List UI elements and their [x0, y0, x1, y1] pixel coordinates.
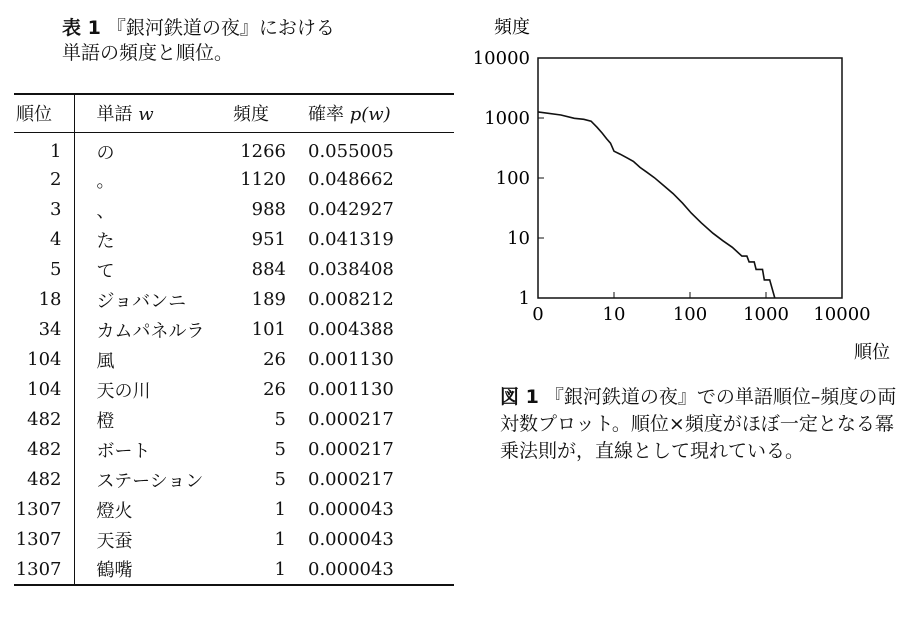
cell-word: カムパネルラ [96, 320, 205, 342]
cell-prob: 0.001130 [308, 379, 394, 400]
table-caption-label: 表 1 [62, 17, 101, 39]
y-tick-label: 10 [507, 228, 530, 249]
cell-rank: 482 [14, 405, 74, 435]
table-caption [62, 16, 442, 66]
table-row [14, 195, 454, 225]
cell-freq: 101 [251, 319, 286, 340]
cell-freq: 1 [274, 529, 286, 550]
table-row [14, 405, 454, 435]
table-row [14, 165, 454, 195]
cell-freq: 26 [263, 379, 286, 400]
cell-prob: 0.042927 [308, 199, 394, 220]
cell-prob: 0.000043 [308, 558, 394, 580]
cell-prob: 0.055005 [308, 141, 394, 162]
cell-word: 燈火 [96, 500, 133, 522]
cell-prob: 0.008212 [308, 289, 394, 310]
cell-word: て [96, 260, 115, 282]
header-word-label: 単語 [96, 104, 133, 126]
header-word [74, 94, 216, 132]
x-tick-label: 1000 [743, 304, 789, 325]
cell-prob: 0.000043 [308, 499, 394, 520]
cell-rank: 5 [14, 255, 74, 285]
table-row [14, 132, 454, 165]
table-row [14, 525, 454, 555]
cell-word: 、 [96, 200, 115, 222]
y-tick-label: 100 [495, 168, 530, 189]
table-header-row [14, 94, 454, 132]
y-tick-label: 10000 [472, 48, 530, 69]
x-tick-label: 10000 [813, 304, 871, 325]
cell-rank: 4 [14, 225, 74, 255]
cell-freq: 5 [274, 439, 286, 460]
cell-rank: 482 [14, 435, 74, 465]
cell-freq: 5 [274, 469, 286, 490]
cell-prob: 0.000217 [308, 469, 394, 490]
table-row [14, 555, 454, 585]
rank-frequency-chart [462, 16, 912, 366]
plot-frame [538, 58, 842, 298]
x-tick-label: 10 [602, 304, 626, 325]
x-tick-label: 100 [672, 304, 708, 325]
header-prob-label: 確率 [308, 104, 344, 126]
cell-word: 風 [96, 350, 115, 372]
y-tick-label: 1000 [484, 108, 530, 129]
cell-rank: 104 [14, 345, 74, 375]
header-prob-func: p(w) [349, 104, 391, 126]
cell-word: 天の川 [96, 380, 151, 402]
cell-freq: 1 [274, 558, 286, 580]
figure-caption-label: 図 1 [500, 386, 539, 408]
cell-word: ボート [96, 440, 151, 462]
table-row [14, 345, 454, 375]
cell-word: 橙 [96, 410, 115, 432]
cell-rank: 34 [14, 315, 74, 345]
cell-rank: 2 [14, 165, 74, 195]
cell-prob: 0.001130 [308, 349, 394, 370]
y-tick-label: 1 [518, 288, 530, 309]
cell-freq: 189 [251, 289, 286, 310]
cell-word: 。 [96, 170, 115, 192]
cell-freq: 26 [263, 349, 286, 370]
table-row [14, 315, 454, 345]
cell-freq: 5 [274, 409, 286, 430]
cell-rank: 1 [14, 132, 74, 165]
cell-rank: 18 [14, 285, 74, 315]
series-line [538, 112, 775, 298]
cell-rank: 1307 [14, 555, 74, 585]
table-body [14, 132, 454, 585]
table-caption-line1: 『銀河鉄道の夜』における [106, 17, 335, 39]
cell-freq: 1120 [240, 169, 286, 190]
x-axis [532, 292, 870, 325]
header-rank: 順位 [14, 94, 74, 132]
figure-caption [500, 384, 900, 465]
cell-word: た [96, 230, 115, 252]
cell-rank: 104 [14, 375, 74, 405]
cell-word: 鶴嘴 [96, 560, 133, 581]
cell-word: の [96, 142, 115, 164]
cell-word: ジョバンニ [96, 290, 187, 312]
cell-prob: 0.000043 [308, 529, 394, 550]
cell-rank: 1307 [14, 495, 74, 525]
cell-freq: 951 [251, 229, 286, 250]
table-row [14, 285, 454, 315]
table-row [14, 465, 454, 495]
figure-caption-text: 『銀河鉄道の夜』での単語順位–頻度の両対数プロット。順位×頻度がほぼ一定となる冪乗法則が，直線として現れている。 [500, 386, 897, 462]
table-row [14, 435, 454, 465]
word-frequency-table [14, 93, 454, 586]
cell-freq: 1 [274, 499, 286, 520]
table-row [14, 225, 454, 255]
x-tick-label: 0 [532, 304, 544, 325]
cell-word: ステーション [96, 470, 204, 492]
cell-rank: 482 [14, 465, 74, 495]
cell-prob: 0.000217 [308, 439, 394, 460]
cell-word: 天蚕 [96, 530, 133, 552]
header-prob [294, 94, 454, 132]
table-row [14, 495, 454, 525]
cell-prob: 0.004388 [308, 319, 394, 340]
table-caption-line2: 単語の頻度と順位。 [62, 42, 234, 64]
cell-prob: 0.048662 [308, 169, 394, 190]
y-axis [473, 48, 544, 309]
header-word-var: w [138, 104, 154, 126]
table-row [14, 375, 454, 405]
cell-prob: 0.000217 [308, 409, 394, 430]
cell-freq: 988 [251, 199, 286, 220]
y-axis-label: 頻度 [494, 17, 530, 38]
cell-freq: 1266 [240, 141, 286, 162]
cell-prob: 0.038408 [308, 259, 394, 280]
cell-rank: 1307 [14, 525, 74, 555]
table-row [14, 255, 454, 285]
cell-prob: 0.041319 [308, 229, 394, 250]
x-axis-label: 順位 [854, 342, 890, 363]
cell-freq: 884 [251, 259, 286, 280]
header-freq: 頻度 [233, 104, 269, 126]
cell-rank: 3 [14, 195, 74, 225]
